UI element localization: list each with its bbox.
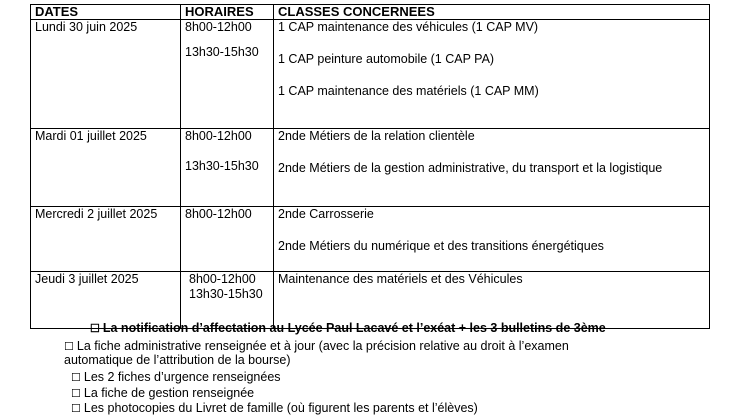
checklist-item: ☐ La notification d’affectation au Lycée Paul Lacavé et l’exéat + les 3 bulletins de 3ème bbox=[90, 321, 606, 335]
row-date: Mardi 01 juillet 2025 bbox=[31, 129, 181, 207]
checklist-item: ☐ Les photocopies du Livret de famille (où figurent les parents et l’élèves) bbox=[71, 401, 478, 415]
row-times bbox=[181, 207, 274, 272]
row-classes bbox=[274, 272, 710, 329]
class-entry: 1 CAP peinture automobile (1 CAP PA) bbox=[278, 52, 495, 66]
row-times bbox=[181, 129, 274, 207]
class-entry: 2nde Métiers du numérique et des transitions énergétiques bbox=[278, 239, 604, 253]
time-slot: 13h30-15h30 bbox=[185, 159, 259, 173]
time-slot: 8h00-12h00 bbox=[185, 207, 252, 221]
time-slot: 8h00-12h00 bbox=[185, 20, 252, 34]
row-classes bbox=[274, 207, 710, 272]
checklist-item-continuation: automatique de l’attribution de la bourse) bbox=[64, 353, 291, 367]
checkbox-icon: ☐ bbox=[71, 403, 81, 415]
class-entry: 2nde Métiers de la gestion administrative, du transport et la logistique bbox=[278, 161, 663, 175]
row-classes bbox=[274, 20, 710, 129]
checklist-item: ☐ La fiche de gestion renseignée bbox=[71, 386, 255, 400]
checklist-item: ☐ Les 2 fiches d’urgence renseignées bbox=[71, 370, 281, 384]
time-slot: 13h30-15h30 bbox=[189, 287, 263, 301]
class-entry: 1 CAP maintenance des véhicules (1 CAP MV) bbox=[278, 20, 539, 34]
checkbox-icon: ☐ bbox=[64, 341, 74, 353]
class-entry: 2nde Carrosserie bbox=[278, 207, 374, 221]
table-row bbox=[31, 129, 710, 207]
table-row bbox=[31, 207, 710, 272]
row-date: Lundi 30 juin 2025 bbox=[31, 20, 181, 129]
header-classes: CLASSES CONCERNEES bbox=[274, 5, 710, 20]
row-classes bbox=[274, 129, 710, 207]
table-header-row bbox=[31, 5, 710, 20]
checkbox-icon: ☐ bbox=[71, 388, 81, 400]
header-horaires: HORAIRES bbox=[181, 5, 274, 20]
class-entry: Maintenance des matériels et des Véhicules bbox=[278, 272, 523, 286]
header-dates: DATES bbox=[31, 5, 181, 20]
class-entry: 2nde Métiers de la relation clientèle bbox=[278, 129, 475, 143]
time-slot: 13h30-15h30 bbox=[185, 45, 259, 59]
checkbox-icon: ☐ bbox=[71, 372, 81, 384]
row-times bbox=[181, 20, 274, 129]
checkbox-icon: ☐ bbox=[90, 323, 100, 335]
class-entry: 1 CAP maintenance des matériels (1 CAP MM) bbox=[278, 84, 539, 98]
time-slot: 8h00-12h00 bbox=[185, 129, 252, 143]
row-date: Jeudi 3 juillet 2025 bbox=[31, 272, 181, 329]
table-row bbox=[31, 272, 710, 329]
row-times bbox=[181, 272, 274, 329]
checklist-item: ☐ La fiche administrative renseignée et à jour (avec la précision relative au droit à l’examen bbox=[64, 339, 569, 353]
time-slot: 8h00-12h00 bbox=[189, 272, 256, 286]
table-row bbox=[31, 20, 710, 129]
row-date: Mercredi 2 juillet 2025 bbox=[31, 207, 181, 272]
schedule-table bbox=[30, 4, 710, 329]
